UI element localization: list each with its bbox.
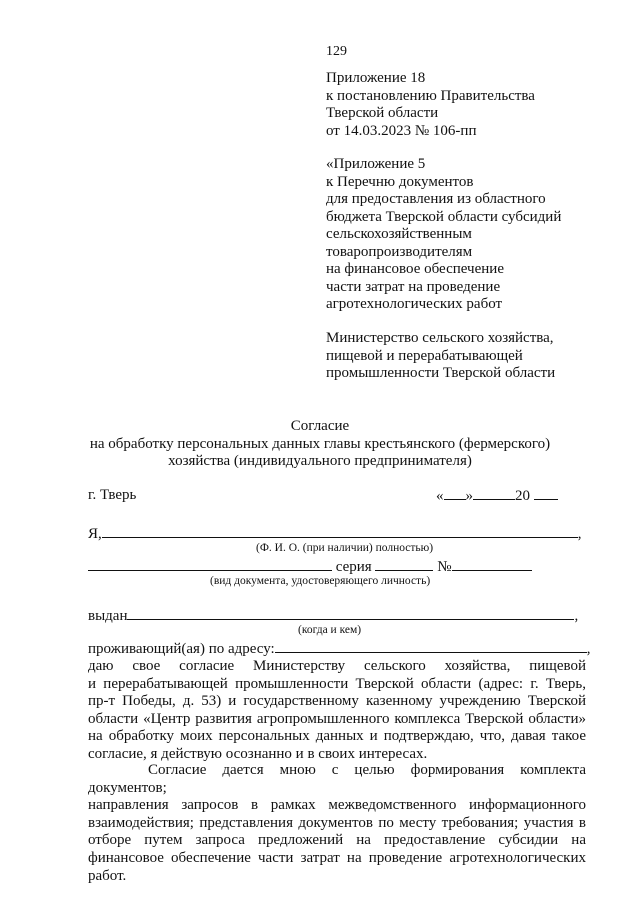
paragraph-line: области «Центр развития агропромышленного комплекса Тверской области» <box>88 710 586 727</box>
paragraph-line: работ. <box>88 867 127 884</box>
appendix-18-line: Тверской области <box>326 105 439 121</box>
purpose-paragraph <box>88 762 586 885</box>
appendix-5-line: агротехнологических работ <box>326 296 503 312</box>
appendix-5-line: части затрат на проведение <box>326 278 501 295</box>
paragraph-line: пр-т Победы, д. 53) и государственному казенному учреждению Тверской <box>88 693 586 710</box>
document-row <box>88 558 532 576</box>
paragraph-line: направления запросов в рамках межведомственного информационного <box>88 797 586 814</box>
date-quote-close: » <box>465 488 473 504</box>
paragraph-line: отборе путем запроса предложений на предоставление субсидии на <box>88 832 586 849</box>
appendix-5-line: бюджета Тверской области субсидий <box>326 208 562 225</box>
appendix-5-line: на финансовое обеспечение <box>326 261 504 277</box>
appendix-5-line: для предоставления из областного <box>326 191 546 207</box>
comma: , <box>586 641 591 657</box>
paragraph-line: финансовое обеспечение части затрат на проведение агротехнологических <box>88 849 586 866</box>
appendix-18-line: Приложение 18 <box>326 70 426 86</box>
date-field[interactable] <box>436 487 558 505</box>
document-caption: (вид документа, удостоверяющего личность) <box>210 575 431 587</box>
fio-row <box>88 525 582 543</box>
fio-caption: (Ф. И. О. (при наличии) полностью) <box>256 542 434 554</box>
addressee-line: пищевой и перерабатывающей <box>326 347 523 364</box>
addressee-line: промышленности Тверской области <box>326 365 556 381</box>
appendix-5-line: товаропроизводителям <box>326 243 473 260</box>
title-line: на обработку персональных данных главы крестьянского (фермерского) <box>89 435 551 452</box>
paragraph-line: и перерабатывающей промышленности Тверской области (адрес: г. Тверь, <box>88 675 586 692</box>
issued-label: выдан <box>88 608 128 624</box>
appendix-5-line: «Приложение 5 <box>326 156 426 172</box>
paragraph-line: на обработку моих персональных данных и подтверждаю, что, давая такое <box>88 728 586 745</box>
page-number: 129 <box>326 44 347 59</box>
number-blank[interactable] <box>452 558 532 571</box>
title-line: Согласие <box>290 418 350 434</box>
address-row <box>88 640 590 658</box>
issued-caption: (когда и кем) <box>298 624 362 636</box>
appendix-5-header <box>326 156 561 314</box>
paragraph-line: Согласие дается мною с целью формирования комплекта документов; <box>88 762 586 796</box>
issued-blank[interactable] <box>127 607 574 620</box>
date-day-blank[interactable] <box>444 487 466 500</box>
ya-label: Я, <box>88 526 102 542</box>
document-type-blank[interactable] <box>88 558 332 571</box>
number-label: № <box>437 559 452 575</box>
comma: , <box>574 608 579 624</box>
fio-blank[interactable] <box>102 525 578 538</box>
date-month-blank[interactable] <box>473 487 515 500</box>
address-label: проживающий(ая) по адресу: <box>88 641 275 657</box>
date-year-prefix: 20 <box>515 488 530 504</box>
city-label: г. Тверь <box>88 487 137 503</box>
series-label: серия <box>335 559 372 575</box>
appendix-5-line: к Перечню документов <box>326 173 474 190</box>
comma: , <box>577 526 582 542</box>
addressee-block <box>326 330 555 383</box>
addressee-line: Министерство сельского хозяйства, <box>326 330 554 346</box>
date-quote-open: « <box>436 488 444 504</box>
appendix-18-line: к постановлению Правительства <box>326 87 535 104</box>
title-line: хозяйства (индивидуального предпринимателя) <box>168 453 472 469</box>
appendix-5-line: сельскохозяйственным <box>326 226 472 242</box>
consent-paragraph <box>88 658 586 764</box>
document-title <box>0 418 640 471</box>
appendix-18-line: от 14.03.2023 № 106-пп <box>326 122 477 139</box>
date-year-blank[interactable] <box>534 487 558 500</box>
series-blank[interactable] <box>375 558 433 571</box>
paragraph-line: даю свое согласие Министерству сельского хозяйства, пищевой <box>88 658 586 674</box>
issued-row <box>88 607 578 625</box>
address-blank[interactable] <box>275 640 587 653</box>
appendix-18-header <box>326 70 535 140</box>
paragraph-line: согласие, я действую осознанно и в своих интересах. <box>88 745 428 762</box>
paragraph-line: взаимодействия; представления документов по месту требования; участия в <box>88 814 586 831</box>
